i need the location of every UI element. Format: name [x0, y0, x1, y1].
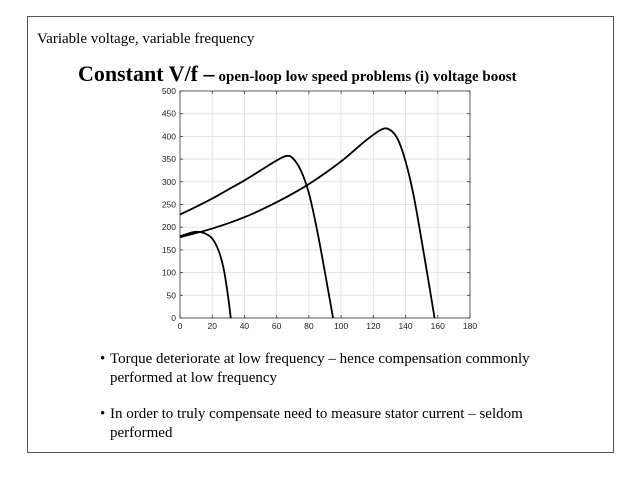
y-tick-label: 500	[161, 86, 176, 96]
slide-header: Variable voltage, variable frequency	[37, 31, 255, 47]
y-tick-label: 150	[161, 244, 176, 255]
y-tick-label: 400	[161, 131, 176, 142]
y-tick-label: 200	[161, 222, 176, 233]
x-tick-label: 100	[334, 321, 349, 331]
torque-speed-chart	[140, 85, 490, 333]
x-tick-label: 180	[462, 321, 478, 331]
bullet-text: Torque deteriorate at low frequency – hence compensation commonly performed at low frequency	[110, 351, 530, 386]
series-line-curve-3	[180, 128, 435, 318]
bullet-list	[100, 350, 570, 460]
y-tick-label: 100	[161, 267, 176, 278]
x-tick-label: 120	[366, 321, 381, 331]
y-tick-label: 50	[166, 290, 176, 301]
y-tick-label: 350	[161, 154, 176, 165]
title-main: Constant V/f –	[78, 61, 215, 86]
bullet-text: In order to truly compensate need to measure stator current – seldom performed	[110, 406, 523, 441]
x-tick-label: 60	[271, 321, 282, 331]
series-line-curve-2	[180, 156, 333, 318]
bullet-item	[100, 405, 570, 442]
y-tick-label: 0	[171, 313, 176, 323]
x-tick-label: 160	[430, 321, 445, 331]
series-line-curve-1	[180, 232, 231, 318]
x-tick-label: 20	[207, 321, 217, 331]
slide-title	[78, 61, 517, 87]
y-tick-label: 300	[161, 176, 176, 187]
bullet-dot: •	[100, 351, 106, 367]
x-tick-label: 80	[304, 321, 314, 331]
bullet-item	[100, 350, 570, 387]
bullet-dot: •	[100, 406, 106, 422]
x-tick-label: 140	[398, 321, 413, 331]
y-tick-label: 450	[161, 108, 176, 119]
y-tick-label: 250	[161, 199, 176, 210]
x-tick-label: 0	[177, 321, 183, 331]
x-tick-label: 40	[239, 321, 250, 331]
title-sub: open-loop low speed problems (i) voltage boost	[218, 69, 517, 85]
